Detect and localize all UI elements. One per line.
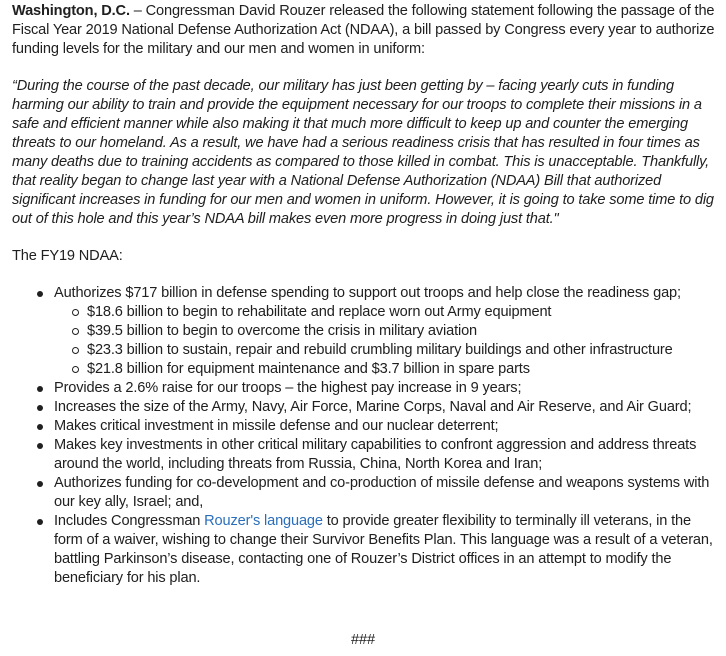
intro-paragraph xyxy=(12,0,720,59)
rouzer-language-link[interactable]: Rouzer's language xyxy=(204,513,323,529)
list-item xyxy=(54,398,720,417)
sublist-item: $18.6 billion to begin to rehabilitate and replace worn out Army equipment xyxy=(87,303,720,322)
funding-sublist xyxy=(54,303,720,379)
list-item xyxy=(54,417,720,436)
list-item-text: Increases the size of the Army, Navy, Air Force, Marine Corps, Naval and Air Reserve, and Air Guard; xyxy=(54,399,692,415)
list-item-text-before: Includes Congressman xyxy=(54,513,205,529)
sublist-item: $23.3 billion to sustain, repair and rebuild crumbling military buildings and other infrastructure xyxy=(87,341,720,360)
list-item xyxy=(54,436,720,474)
end-mark: ### xyxy=(351,632,375,648)
list-item xyxy=(54,512,720,588)
intro-body: – Congressman David Rouzer released the following statement following the passage of the Fiscal Year 2019 National Defense Authorization Act (NDAA), a bill passed by Congress every year to authorize funding levels for the military and our men and women in uniform: xyxy=(12,3,715,57)
list-item xyxy=(54,474,720,512)
dateline: Washington, D.C. xyxy=(12,3,130,19)
list-item xyxy=(54,379,720,398)
list-item-text: Authorizes $717 billion in defense spending to support out troops and help close the readiness gap; xyxy=(54,285,681,301)
quote-paragraph: “During the course of the past decade, our military has just been getting by – facing yearly cuts in funding harming our ability to train and provide the equipment necessary for our troops to complete their missions in a safe and efficient manner while also making it that much more difficult to keep up and counter the emerging threats to our homeland. As a result, we have had a serious readiness crisis that has resulted in four times as many deaths due to training accidents as compared to those killed in combat. This is unacceptable. Thankfully, that reality began to change last year with a National Defense Authorization (NDAA) Bill that authorized significant increases in funding for our men and women in uniform. However, it is going to take some time to dig out of this hole and this year’s NDAA bill makes even more progress in doing just that." xyxy=(12,78,714,227)
provisions-list xyxy=(12,284,720,588)
list-item xyxy=(54,284,720,379)
fy19-heading: The FY19 NDAA: xyxy=(12,248,123,264)
sublist-item: $39.5 billion to begin to overcome the crisis in military aviation xyxy=(87,322,720,341)
list-item-text: Makes critical investment in missile defense and our nuclear deterrent; xyxy=(54,418,499,434)
list-item-text: Authorizes funding for co-development and co-production of missile defense and weapons systems with our key ally, Israel; and, xyxy=(54,475,710,510)
list-item-text: Makes key investments in other critical military capabilities to confront aggression and address threats around the world, including threats from Russia, China, North Korea and Iran; xyxy=(54,437,697,472)
list-item-text-after: to provide greater flexibility to terminally ill veterans, in the form of a waiver, wishing to change their Survivor Benefits Plan. This language was a result of a veteran, battling Parkinson’s disease, contacting one of Rouzer’s District offices in an attempt to modify the beneficiary for his plan. xyxy=(54,513,713,586)
list-item-text: Provides a 2.6% raise for our troops – the highest pay increase in 9 years; xyxy=(54,380,522,396)
sublist-item: $21.8 billion for equipment maintenance and $3.7 billion in spare parts xyxy=(87,360,720,379)
